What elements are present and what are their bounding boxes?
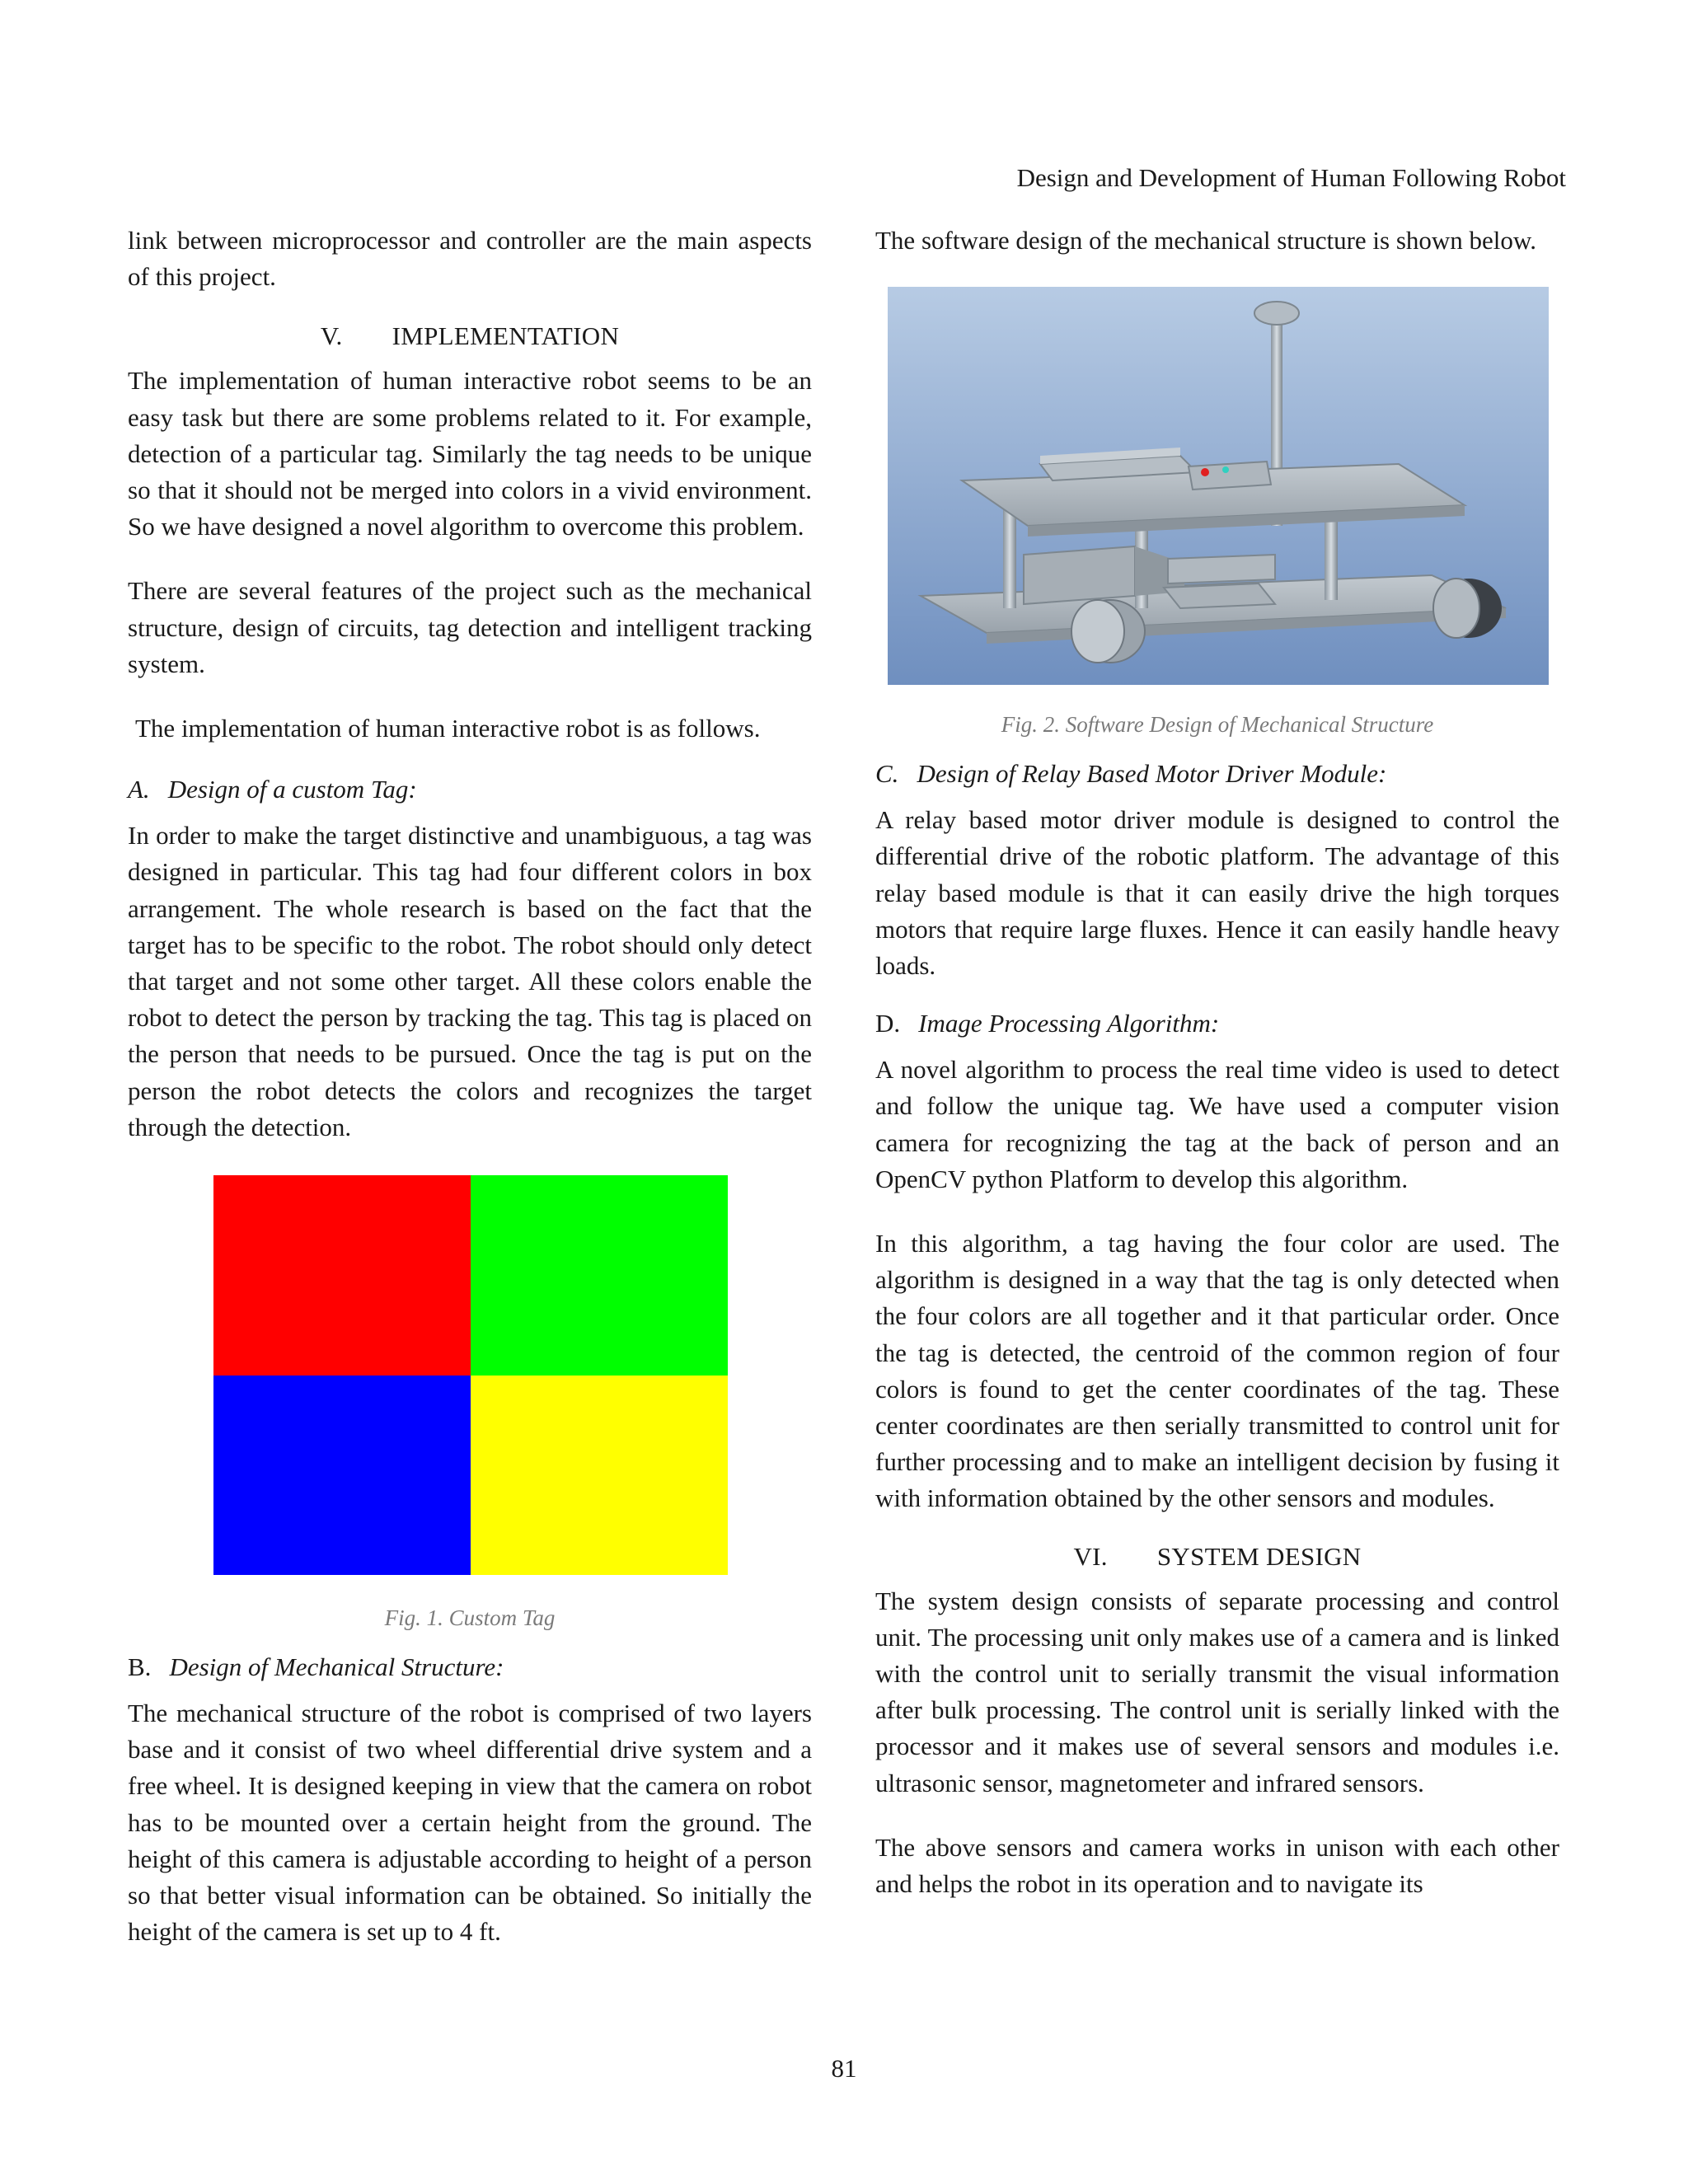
left-wheel-face	[1071, 600, 1124, 663]
right-wheel-face	[1433, 579, 1479, 638]
subheading-letter: B.	[128, 1652, 152, 1682]
implementation-paragraph-1: The implementation of human interactive robot seems to be an easy task but there are some problems related to it. For example, detection of a particular tag. Similarly the tag needs to be unique so that it should not be merged into colors in a vivid environment. So we have designed a novel algorithm to overcome this problem.	[128, 366, 812, 541]
tag-blue-quadrant	[213, 1376, 471, 1576]
tag-red-quadrant	[213, 1175, 471, 1376]
section-heading-system-design	[875, 1539, 1559, 1575]
software-design-intro: The software design of the mechanical structure is shown below.	[875, 226, 1537, 255]
driver-box	[1168, 555, 1275, 583]
relay-driver-paragraph: A relay based motor driver module is designed to control the differential drive of the robotic platform. The advantage of this relay based module is that it can easily drive the high torques motors that require large fluxes. Hence it can easily handle heavy loads.	[875, 805, 1559, 981]
subheading-title: Design of Mechanical Structure:	[169, 1652, 504, 1682]
small-box	[1164, 583, 1275, 608]
custom-tag-paragraph: In order to make the target distinctive and unambiguous, a tag was designed in particular. This tag had four different colors in box arrangement. The whole research is based on the fact that the target has to be specific to the robot. The robot should only detect that target and not some other target. All these colors enable the robot to detect the person by tracking the tag. This tag is placed on the person that needs to be pursued. Once the tag is put on the person the robot detects the colors and recognizes the target through the detection.	[128, 821, 812, 1141]
subheading-letter: D.	[875, 1009, 901, 1038]
image-processing-paragraph-2: In this algorithm, a tag having the four color are used. The algorithm is designed in a way that the tag is only detected when the four colors are all together and it that particular order. Once the tag is detected, the centroid of the common region of four colors is found to get the center coordinates of the tag. These center coordinates are then serially transmitted to control unit for further processing and to make an intelligent decision by fusing it with information obtained by the other sensors and modules.	[875, 1229, 1559, 1513]
mechanical-structure-paragraph: The mechanical structure of the robot is comprised of two layers base and it consist of two wheel differential drive system and a free wheel. It is designed keeping in view that the camera on robot has to be mounted over a certain height from the ground. The height of this camera is adjustable according to height of a person so that better visual information can be obtained. So initially the height of the camera is set up to 4 ft.	[128, 1699, 812, 1947]
implementation-paragraph-2: There are several features of the project such as the mechanical structure, design of circuits, tag detection and intelligent tracking system.	[128, 576, 812, 678]
figure-2-caption: Fig. 2. Software Design of Mechanical Structure	[1001, 712, 1434, 738]
subheading-relay-driver	[875, 756, 1559, 792]
image-processing-paragraph-1: A novel algorithm to process the real time video is used to detect and follow the unique tag. We have used a computer vision camera for recognizing the tag at the back of person and an OpenCV python Platform to develop this algorithm.	[875, 1055, 1559, 1193]
robot-cad-figure	[888, 287, 1549, 685]
section-heading-implementation	[128, 318, 812, 354]
implementation-paragraph-3: The implementation of human interactive robot is as follows.	[135, 714, 761, 743]
custom-tag-figure	[213, 1175, 728, 1575]
marker-dot	[1201, 468, 1209, 476]
camera-head	[1254, 302, 1299, 325]
right-column	[875, 223, 1559, 1902]
section-number: VI.	[1073, 1541, 1108, 1571]
system-design-paragraph-1: The system design consists of separate processing and control unit. The processing unit only makes use of a camera and is linked with the control unit to serially transmit the visual information after bulk processing. The control unit is serially linked with the processor and it makes use of several sensors and modules i.e. ultrasonic sensor, magnetometer and infrared sensors.	[875, 1586, 1559, 1797]
section-title: SYSTEM DESIGN	[1156, 1541, 1362, 1571]
subheading-image-processing	[875, 1005, 1559, 1042]
section-number: V.	[320, 321, 343, 351]
tag-yellow-quadrant	[471, 1376, 728, 1576]
subheading-letter: C.	[875, 759, 899, 789]
subheading-title: Design of a custom Tag:	[167, 775, 417, 804]
left-column	[128, 223, 812, 1950]
subheading-mechanical-structure	[128, 1649, 812, 1685]
page-number: 81	[831, 2054, 857, 2083]
subheading-title: Image Processing Algorithm:	[918, 1009, 1220, 1038]
subheading-letter: A.	[128, 775, 150, 804]
section-title: IMPLEMENTATION	[392, 321, 620, 351]
controller-box	[1189, 462, 1271, 490]
system-design-paragraph-2: The above sensors and camera works in unison with each other and helps the robot in its operation and to navigate its	[875, 1832, 1559, 1899]
tag-green-quadrant	[471, 1175, 728, 1376]
subheading-custom-tag	[128, 771, 812, 808]
running-head: Design and Development of Human Following Robot	[1016, 163, 1566, 192]
intro-tail-paragraph: link between microprocessor and controller are the main aspects of this project.	[128, 226, 812, 292]
battery-box	[1024, 546, 1135, 604]
marker-dot	[1222, 466, 1229, 473]
figure-1-caption: Fig. 1. Custom Tag	[384, 1605, 556, 1631]
subheading-title: Design of Relay Based Motor Driver Module:	[917, 759, 1387, 789]
